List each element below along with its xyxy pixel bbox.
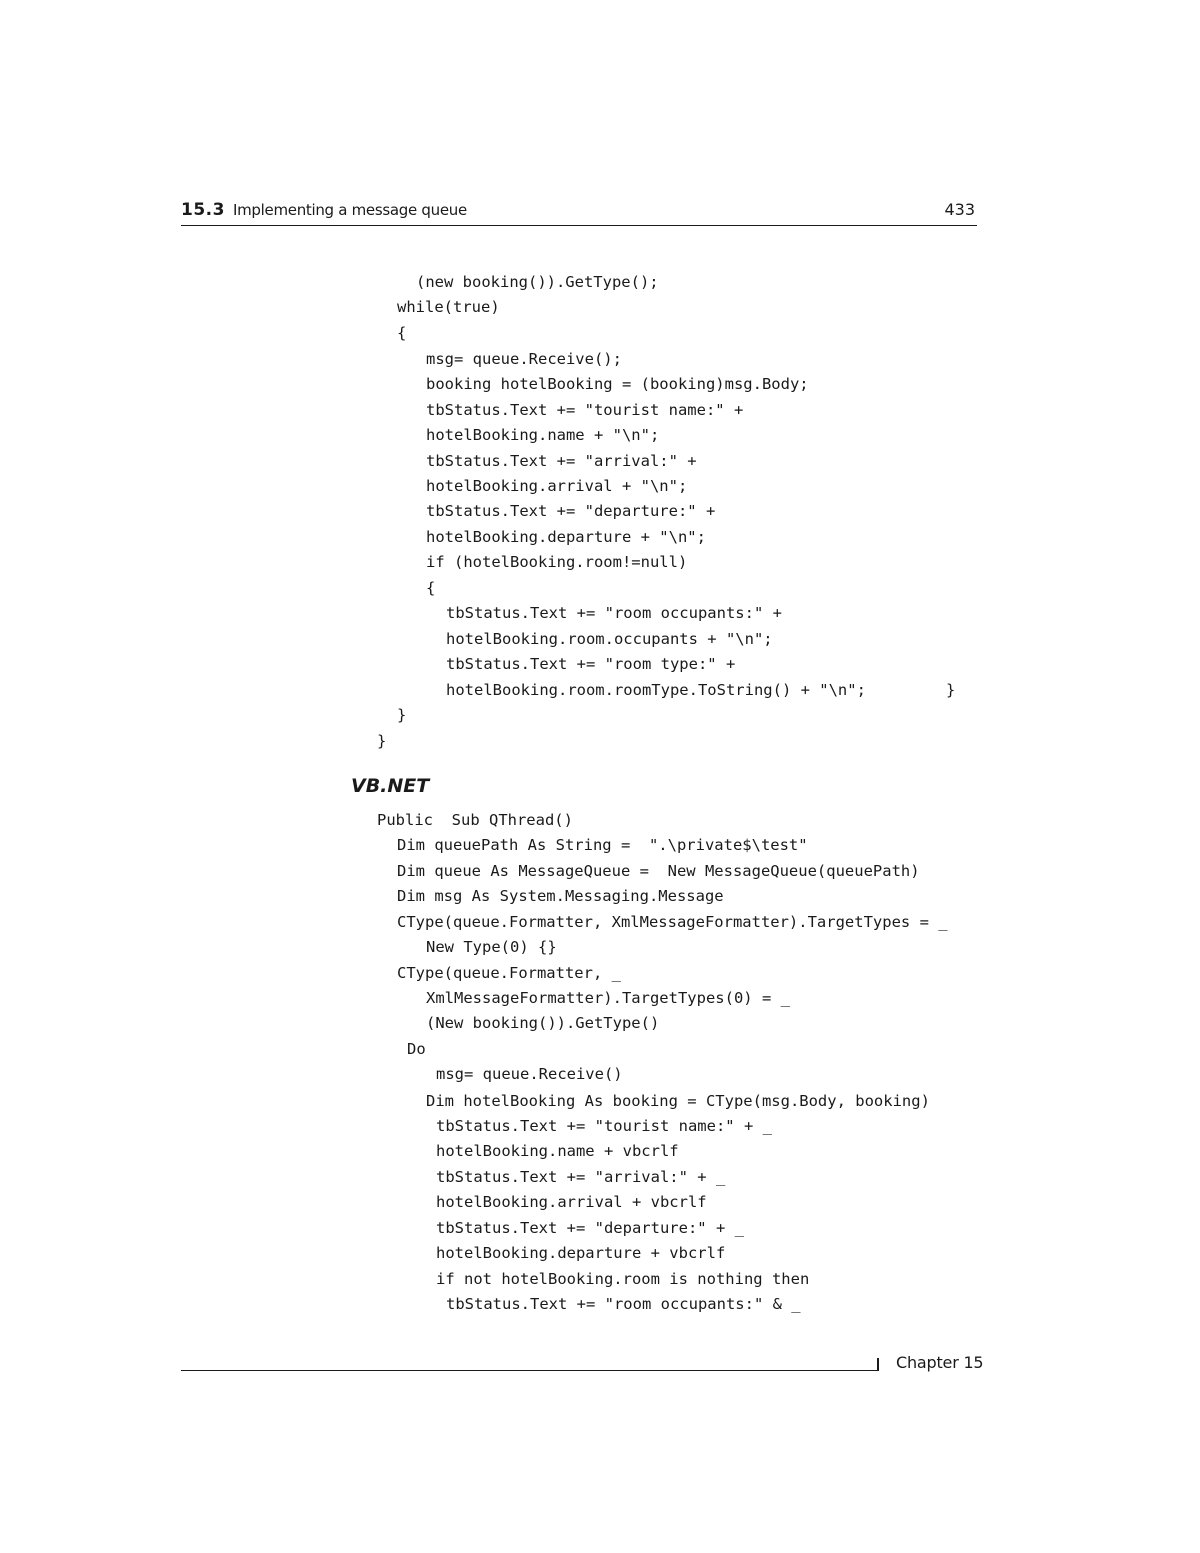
code-line: Public Sub QThread(): [377, 811, 573, 829]
code-line: hotelBooking.name + vbcrlf: [436, 1142, 679, 1160]
code-line: hotelBooking.arrival + "\n";: [426, 477, 688, 495]
code-line: tbStatus.Text += "arrival:" + _: [436, 1168, 726, 1186]
code-line: XmlMessageFormatter).TargetTypes(0) = _: [426, 989, 790, 1007]
running-header: [181, 198, 977, 224]
code-line: Dim queuePath As String = ".\private$\test": [397, 836, 808, 854]
section-number: 15.3: [181, 200, 225, 220]
code-line: New Type(0) {}: [426, 938, 557, 956]
chapter-label: Chapter 15: [896, 1353, 984, 1372]
code-line: }: [397, 706, 407, 724]
code-line: tbStatus.Text += "room occupants:" & _: [446, 1295, 801, 1313]
header-rule: [181, 225, 977, 226]
code-line: Dim queue As MessageQueue = New MessageQueue(queuePath): [397, 862, 920, 880]
code-line: }: [377, 732, 387, 750]
code-line: CType(queue.Formatter, XmlMessageFormatter).TargetTypes = _: [397, 913, 948, 931]
code-line: {: [426, 579, 436, 597]
code-line: hotelBooking.name + "\n";: [426, 426, 660, 444]
code-line: tbStatus.Text += "departure:" + _: [436, 1219, 744, 1237]
section-title: Implementing a message queue: [233, 201, 467, 219]
code-line: tbStatus.Text += "tourist name:" +: [426, 401, 744, 419]
code-line: hotelBooking.departure + vbcrlf: [436, 1244, 726, 1262]
code-line: }: [946, 681, 956, 699]
code-line: hotelBooking.room.occupants + "\n";: [446, 630, 773, 648]
code-line: tbStatus.Text += "arrival:" +: [426, 452, 697, 470]
code-line: booking hotelBooking = (booking)msg.Body;: [426, 375, 809, 393]
code-line: tbStatus.Text += "room type:" +: [446, 655, 736, 673]
code-line: {: [397, 324, 407, 342]
footer-rule: [181, 1370, 878, 1371]
code-line: if not hotelBooking.room is nothing then: [436, 1270, 810, 1288]
code-line: Dim msg As System.Messaging.Message: [397, 887, 724, 905]
code-line: Do: [407, 1040, 426, 1058]
code-line: if (hotelBooking.room!=null): [426, 553, 688, 571]
code-line: tbStatus.Text += "tourist name:" + _: [436, 1117, 772, 1135]
code-line: (New booking()).GetType(): [426, 1014, 660, 1032]
code-line: while(true): [397, 298, 500, 316]
code-line: tbStatus.Text += "room occupants:" +: [446, 604, 782, 622]
vbnet-heading: VB.NET: [351, 775, 430, 797]
code-line: CType(queue.Formatter, _: [397, 964, 621, 982]
code-line: hotelBooking.departure + "\n";: [426, 528, 706, 546]
code-line: msg= queue.Receive(): [436, 1065, 623, 1083]
code-line: Dim hotelBooking As booking = CType(msg.Body, booking): [426, 1092, 930, 1110]
code-line: hotelBooking.arrival + vbcrlf: [436, 1193, 707, 1211]
code-line: msg= queue.Receive();: [426, 350, 622, 368]
code-line: tbStatus.Text += "departure:" +: [426, 502, 716, 520]
code-line: (new booking()).GetType();: [416, 273, 659, 291]
footer-tick-mark: [877, 1358, 879, 1371]
page-number: 433: [944, 200, 975, 219]
code-line: hotelBooking.room.roomType.ToString() + "\n";: [446, 681, 866, 699]
